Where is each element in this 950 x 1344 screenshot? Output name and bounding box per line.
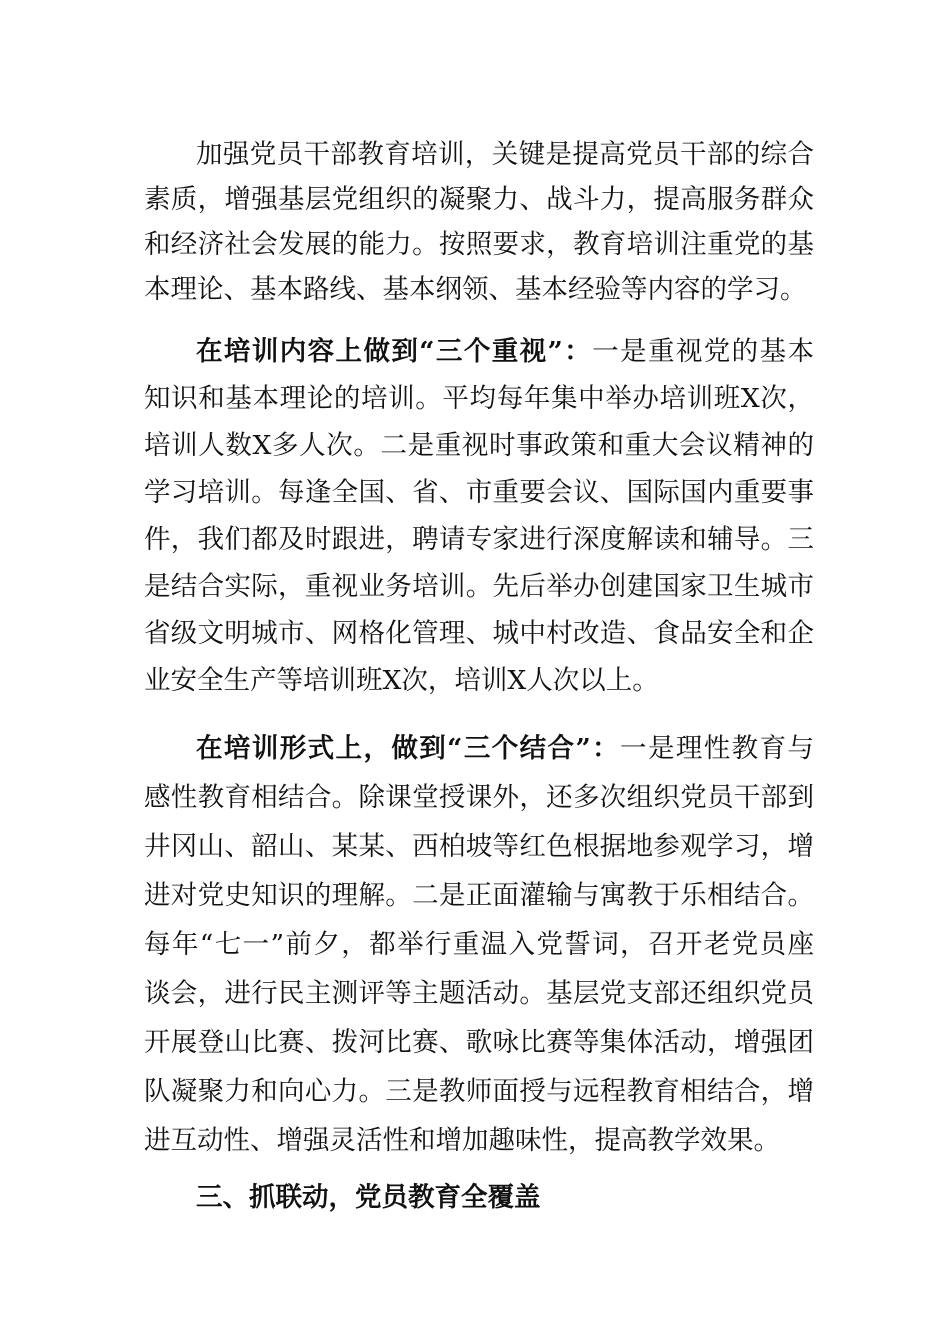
paragraph-2-line-4: 学习培训。每逢全国、省、市重要会议、国际国内重要事 xyxy=(144,477,814,508)
paragraph-2-line-1-rest: 一是重视党的基本 xyxy=(592,336,814,367)
paragraph-2-line-2: 知识和基本理论的培训。平均每年集中举办培训班X次， xyxy=(144,383,814,414)
paragraph-3-line-1 xyxy=(196,731,814,767)
paragraph-3-line-2: 感性教育相结合。除课堂授课外，还多次组织党员干部到 xyxy=(144,782,814,813)
paragraph-3-line-8: 队凝聚力和向心力。三是教师面授与远程教育相结合，增 xyxy=(144,1076,814,1107)
paragraph-1-line-4: 本理论、基本路线、基本纲领、基本经验等内容的学习。 xyxy=(144,274,807,305)
paragraph-3-line-9: 进互动性、增强灵活性和增加趣味性，提高教学效果。 xyxy=(144,1125,780,1156)
paragraph-3-line-3: 井冈山、韶山、某某、西柏坡等红色根据地参观学习，增 xyxy=(144,831,814,862)
paragraph-2-line-6: 是结合实际，重视业务培训。先后举办创建国家卫生城市 xyxy=(144,571,814,602)
paragraph-3-lead: 在培训形式上，做到“三个结合”： xyxy=(196,733,621,764)
paragraph-2-line-7: 省级文明城市、网格化管理、城中村改造、食品安全和企 xyxy=(144,618,814,649)
paragraph-3-line-7: 开展登山比赛、拨河比赛、歌咏比赛等集体活动，增强团 xyxy=(144,1027,814,1058)
paragraph-2-lead: 在培训内容上做到“三个重视”： xyxy=(196,336,593,367)
paragraph-2-line-5: 件，我们都及时跟进，聘请专家进行深度解读和辅导。三 xyxy=(144,524,814,555)
paragraph-3-line-1-rest: 一是理性教育与 xyxy=(620,733,814,764)
paragraph-2-line-1 xyxy=(196,334,814,370)
paragraph-2-line-3: 培训人数X多人次。二是重视时事政策和重大会议精神的 xyxy=(144,430,814,461)
paragraph-3-line-4: 进对党史知识的理解。二是正面灌输与寓教于乐相结合。 xyxy=(144,880,814,911)
paragraph-1-line-2: 素质，增强基层党组织的凝聚力、战斗力，提高服务群众 xyxy=(144,184,814,215)
paragraph-1-line-1: 加强党员干部教育培训，关键是提高党员干部的综合 xyxy=(196,139,814,170)
paragraph-3-line-5: 每年“七一”前夕，都举行重温入党誓词，召开老党员座 xyxy=(144,929,814,960)
paragraph-3-line-6: 谈会，进行民主测评等主题活动。基层党支部还组织党员 xyxy=(144,978,814,1009)
paragraph-2-line-8: 业安全生产等培训班X次，培训X人次以上。 xyxy=(144,665,659,696)
paragraph-1-line-3: 和经济社会发展的能力。按照要求，教育培训注重党的基 xyxy=(144,229,814,260)
section-heading: 三、抓联动，党员教育全覆盖 xyxy=(196,1182,541,1213)
